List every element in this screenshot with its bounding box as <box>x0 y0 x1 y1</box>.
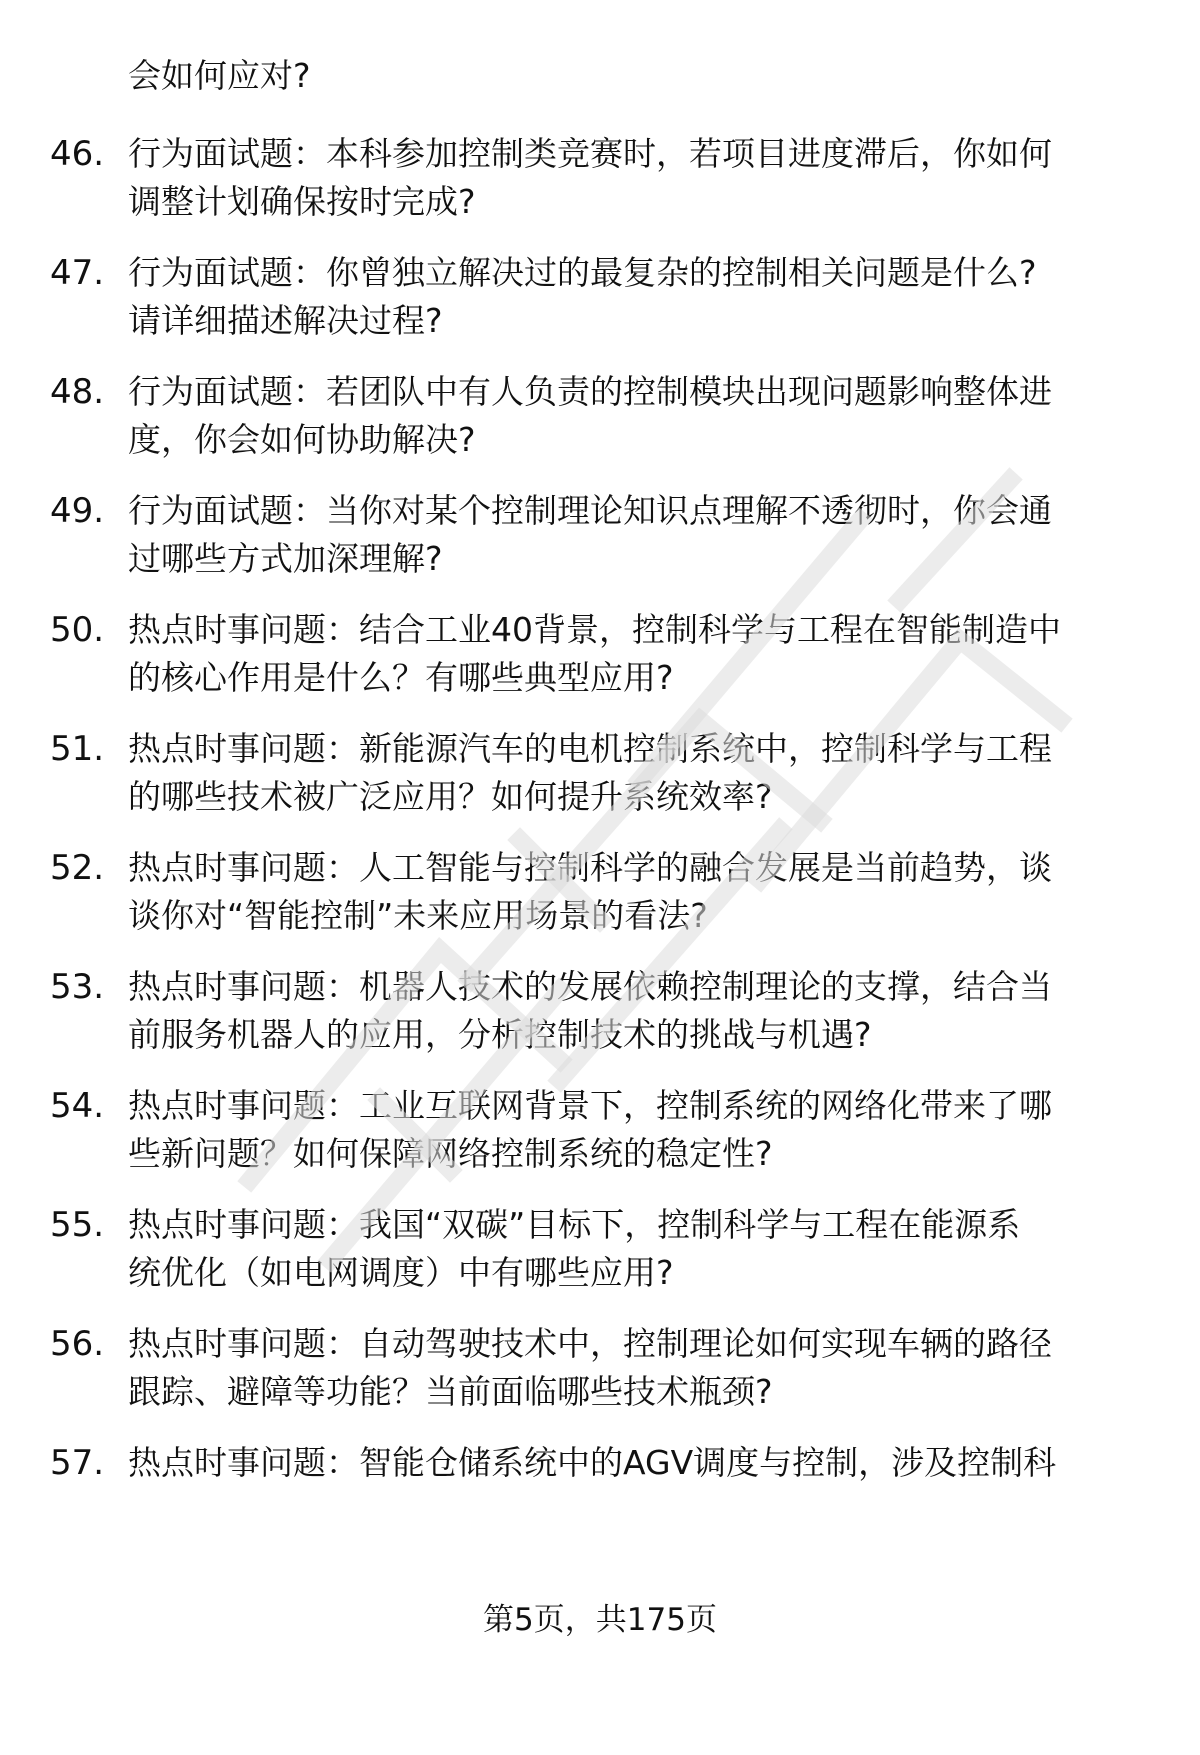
question-text-line1: 热点时事问题：我国“双碳”目标下，控制科学与工程在能源系 <box>128 1205 1021 1244</box>
question-number: 54. <box>50 1086 105 1126</box>
question-number: 50. <box>50 610 105 650</box>
question-text-line1: 行为面试题：当你对某个控制理论知识点理解不透彻时，你会通 <box>128 491 1052 530</box>
question-text-line2: 前服务机器人的应用，分析控制技术的挑战与机遇? <box>128 1015 872 1054</box>
question-number: 53. <box>50 967 105 1007</box>
question-text-line2: 调整计划确保按时完成? <box>128 182 476 221</box>
question-text-line2: 请详细描述解决过程? <box>128 301 443 340</box>
question-text-line2: 统优化（如电网调度）中有哪些应用? <box>128 1253 674 1292</box>
question-text-line2: 的哪些技术被广泛应用？如何提升系统效率? <box>128 777 773 816</box>
question-text-line2: 谈你对“智能控制”未来应用场景的看法? <box>128 896 708 935</box>
question-number: 48. <box>50 372 105 412</box>
question-text-line2: 些新问题？如何保障网络控制系统的稳定性? <box>128 1134 773 1173</box>
question-text-line1: 行为面试题：本科参加控制类竞赛时，若项目进度滞后，你如何 <box>128 134 1052 173</box>
question-number: 49. <box>50 491 105 531</box>
question-text-line2: 跟踪、避障等功能？当前面临哪些技术瓶颈? <box>128 1372 773 1411</box>
question-text-line1: 热点时事问题：机器人技术的发展依赖控制理论的支撑，结合当 <box>128 967 1052 1006</box>
continuation-text: 会如何应对? <box>128 56 311 95</box>
question-number: 47. <box>50 253 105 293</box>
question-text-line1: 热点时事问题：智能仓储系统中的AGV调度与控制，涉及控制科 <box>128 1443 1057 1482</box>
question-number: 57. <box>50 1443 105 1483</box>
question-number: 46. <box>50 134 105 174</box>
question-text-line1: 热点时事问题：工业互联网背景下，控制系统的网络化带来了哪 <box>128 1086 1052 1125</box>
question-text-line1: 热点时事问题：人工智能与控制科学的融合发展是当前趋势，谈 <box>128 848 1052 887</box>
question-text-line1: 行为面试题：若团队中有人负责的控制模块出现问题影响整体进 <box>128 372 1052 411</box>
question-text-line1: 热点时事问题：自动驾驶技术中，控制理论如何实现车辆的路径 <box>128 1324 1052 1363</box>
question-number: 55. <box>50 1205 105 1245</box>
question-number: 52. <box>50 848 105 888</box>
question-text-line1: 行为面试题：你曾独立解决过的最复杂的控制相关问题是什么? <box>128 253 1037 292</box>
question-text-line2: 过哪些方式加深理解? <box>128 539 443 578</box>
question-number: 51. <box>50 729 105 769</box>
question-text-line1: 热点时事问题：结合工业40背景，控制科学与工程在智能制造中 <box>128 610 1061 649</box>
question-text-line1: 热点时事问题：新能源汽车的电机控制系统中，控制科学与工程 <box>128 729 1052 768</box>
page-footer: 第5页，共175页 <box>483 1602 717 1638</box>
question-number: 56. <box>50 1324 105 1364</box>
question-text-line2: 的核心作用是什么？有哪些典型应用? <box>128 658 674 697</box>
question-text-line2: 度，你会如何协助解决? <box>128 420 476 459</box>
